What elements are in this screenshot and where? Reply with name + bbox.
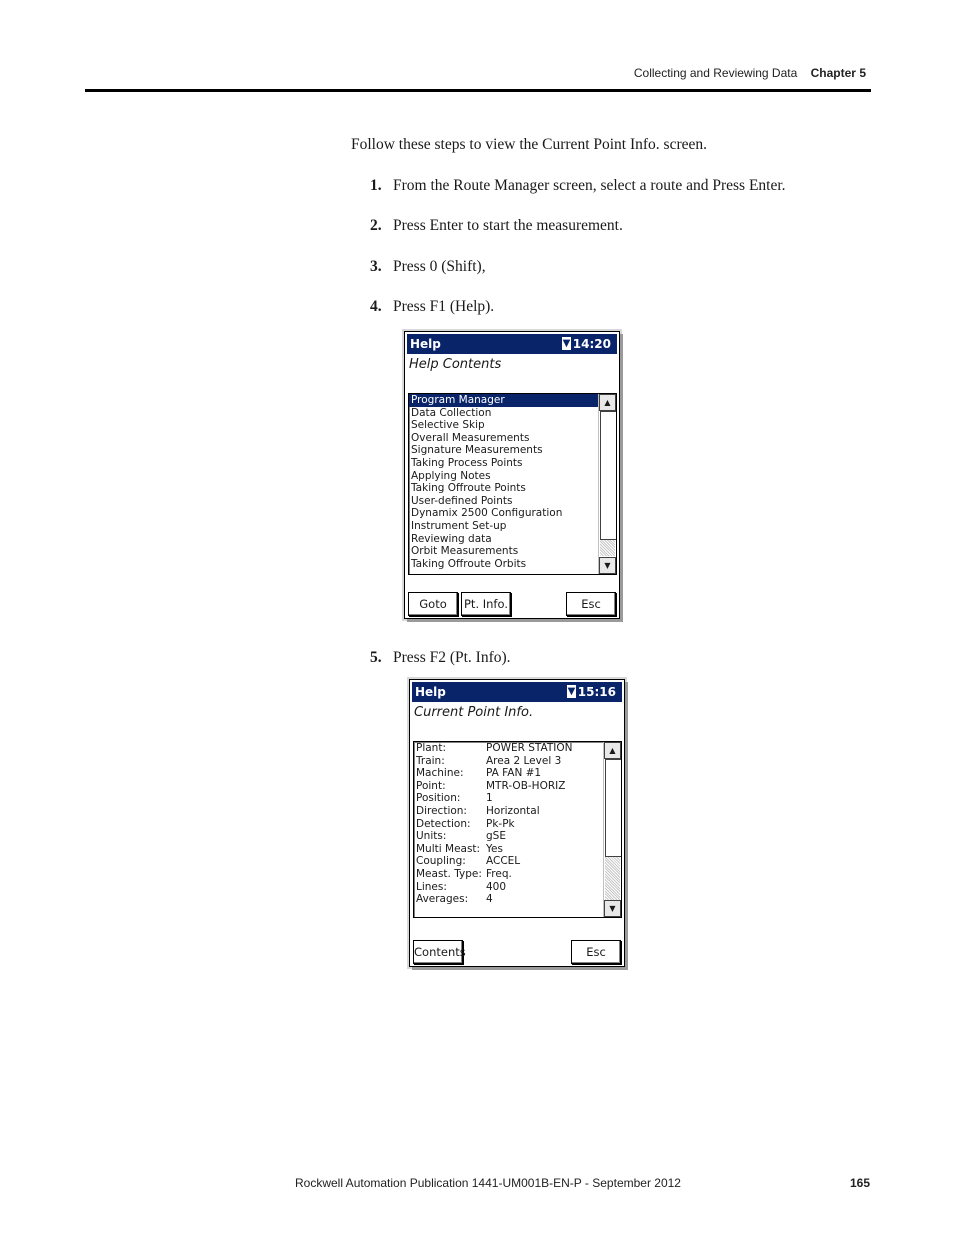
footer-publication: Rockwell Automation Publication 1441-UM001B-EN-P - September 2012 (295, 1176, 681, 1190)
info-label: Train: (416, 754, 445, 767)
help-topics-list[interactable] (408, 393, 617, 575)
info-row (414, 868, 621, 881)
info-label: Averages: (416, 893, 469, 906)
point-info-list[interactable] (413, 741, 622, 918)
step-4 (370, 298, 494, 316)
info-value: POWER STATION (486, 742, 573, 754)
help-contents-screen (404, 331, 620, 619)
step-1 (370, 177, 786, 195)
info-row (414, 881, 621, 894)
list-item[interactable]: User-defined Points (411, 494, 513, 507)
scroll-up-arrow-icon[interactable]: ▲ (604, 742, 621, 759)
info-row (414, 742, 621, 755)
header-section: Collecting and Reviewing Data (633, 66, 798, 80)
info-value: MTR-OB-HORIZ (486, 779, 566, 792)
info-row (414, 805, 621, 818)
info-row (414, 780, 621, 793)
list-item[interactable]: Overall Measurements (411, 431, 530, 444)
step-3 (370, 258, 486, 276)
step-text: From the Route Manager screen, select a route and Press Enter. (393, 177, 786, 194)
list-item[interactable]: Reviewing data (411, 532, 492, 545)
info-row (414, 893, 621, 906)
clock: 15:16 (577, 685, 616, 699)
title-bar (412, 682, 622, 702)
step-text: Press Enter to start the measurement. (393, 217, 623, 234)
battery-icon: ▼ (562, 338, 571, 349)
info-value: Freq. (486, 867, 512, 880)
info-value: gSE (486, 830, 506, 843)
info-label: Direction: (416, 804, 467, 817)
info-label: Machine: (416, 767, 464, 780)
scroll-track[interactable] (600, 540, 615, 556)
pt-info-button[interactable]: Pt. Info. (461, 592, 511, 616)
step-text: Press F1 (Help). (393, 298, 495, 315)
scroll-down-arrow-icon[interactable]: ▼ (599, 557, 616, 574)
goto-button[interactable]: Goto (408, 592, 458, 616)
info-label: Multi Meast: (416, 842, 481, 855)
info-row (414, 767, 621, 780)
info-value: Horizontal (486, 804, 540, 817)
list-item[interactable]: Data Collection (411, 406, 492, 419)
step-number: 4. (370, 298, 382, 315)
info-row (414, 830, 621, 843)
info-label: Units: (416, 830, 447, 843)
list-item[interactable]: Dynamix 2500 Configuration (411, 507, 563, 520)
info-value: 400 (486, 880, 507, 893)
list-item[interactable]: Taking Offroute Points (411, 482, 526, 495)
scroll-thumb[interactable] (600, 411, 617, 540)
contents-button[interactable]: Contents (413, 940, 463, 964)
step-number: 5. (370, 649, 382, 666)
intro-paragraph: Follow these steps to view the Current Point Info. screen. (351, 136, 708, 153)
current-point-info-screen (409, 679, 625, 967)
scroll-down-arrow-icon[interactable]: ▼ (604, 900, 621, 917)
scrollbar[interactable] (603, 742, 621, 917)
info-value: PA FAN #1 (486, 767, 542, 780)
info-value: 1 (486, 792, 493, 805)
info-label: Lines: (416, 880, 447, 893)
step-number: 1. (370, 177, 382, 194)
info-value: 4 (486, 893, 493, 906)
step-number: 3. (370, 258, 382, 275)
info-label: Meast. Type: (416, 867, 482, 880)
list-item[interactable]: Orbit Measurements (411, 545, 519, 558)
list-item[interactable]: Instrument Set-up (411, 519, 507, 532)
info-row (414, 792, 621, 805)
scrollbar[interactable] (598, 394, 616, 574)
step-text: Press F2 (Pt. Info). (393, 649, 511, 666)
step-5 (370, 649, 511, 667)
info-row (414, 855, 621, 868)
battery-icon: ▼ (567, 686, 576, 697)
info-label: Plant: (416, 742, 446, 754)
list-item[interactable]: Selective Skip (411, 419, 485, 432)
screen-subtitle: Current Point Info. (414, 705, 534, 720)
info-label: Coupling: (416, 855, 466, 868)
info-row (414, 755, 621, 768)
scroll-thumb[interactable] (605, 759, 622, 857)
info-value: Pk-Pk (486, 817, 515, 830)
info-value: Area 2 Level 3 (486, 754, 562, 767)
title-bar-label: Help (415, 685, 446, 699)
header-chapter: Chapter 5 (810, 66, 866, 80)
step-2 (370, 217, 623, 235)
info-label: Position: (416, 792, 461, 805)
clock: 14:20 (572, 337, 611, 351)
scroll-track[interactable] (605, 857, 620, 900)
info-label: Detection: (416, 817, 471, 830)
list-item[interactable]: Program Manager (409, 394, 616, 407)
header-rule (85, 89, 871, 92)
scroll-up-arrow-icon[interactable]: ▲ (599, 394, 616, 411)
info-label: Point: (416, 779, 446, 792)
esc-button[interactable]: Esc (571, 940, 621, 964)
step-number: 2. (370, 217, 382, 234)
screen-subtitle: Help Contents (409, 357, 502, 372)
running-header (634, 66, 866, 80)
esc-button[interactable]: Esc (566, 592, 616, 616)
list-item[interactable]: Applying Notes (411, 469, 491, 482)
info-row (414, 818, 621, 831)
list-item[interactable]: Taking Offroute Orbits (411, 557, 527, 570)
list-item[interactable]: Taking Process Points (411, 456, 523, 469)
title-bar (407, 334, 617, 354)
info-value: Yes (486, 842, 503, 855)
step-text: Press 0 (Shift), (393, 258, 486, 275)
page-number: 165 (849, 1176, 870, 1190)
info-value: ACCEL (486, 855, 521, 868)
info-row (414, 843, 621, 856)
title-bar-label: Help (410, 337, 441, 351)
list-item[interactable]: Signature Measurements (411, 444, 543, 457)
